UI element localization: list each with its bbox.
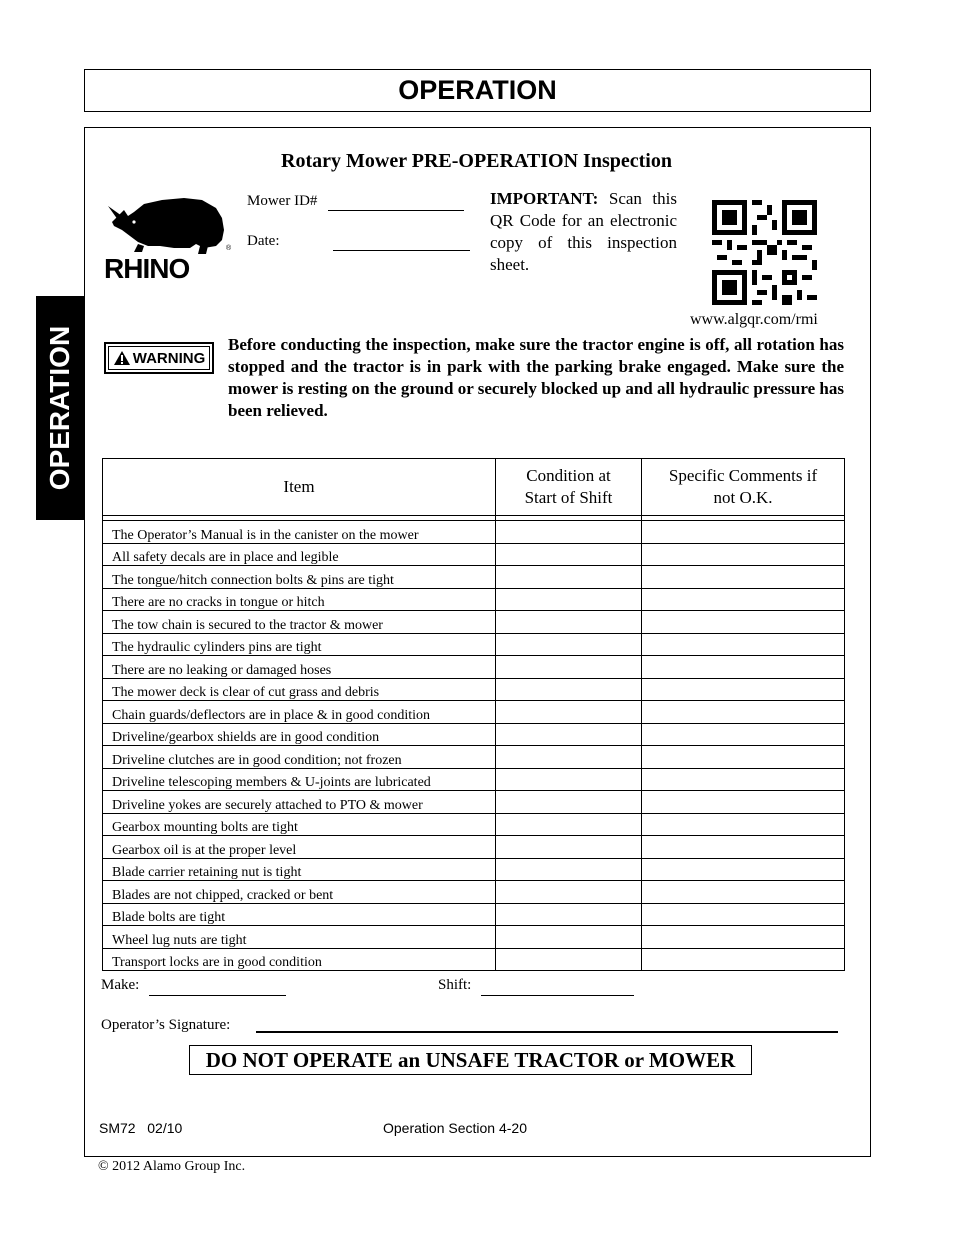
table-row <box>103 903 845 926</box>
table-row <box>103 836 845 859</box>
inspection-item: Chain guards/deflectors are in place & in good condition <box>103 701 496 724</box>
important-label: IMPORTANT: <box>490 189 599 208</box>
qr-code[interactable] <box>712 200 817 305</box>
warning-badge-label: WARNING <box>132 349 206 367</box>
inspection-item: Gearbox oil is at the proper level <box>103 836 496 859</box>
comments-cell[interactable] <box>642 948 845 971</box>
warning-badge <box>104 342 214 374</box>
inspection-item: Blades are not chipped, cracked or bent <box>103 881 496 904</box>
comments-cell[interactable] <box>642 588 845 611</box>
column-header-condition: Condition at Start of Shift <box>496 459 642 516</box>
table-row <box>103 881 845 904</box>
inspection-item: Gearbox mounting bolts are tight <box>103 813 496 836</box>
important-text: Scan this QR Code for an electronic copy of this inspection sheet. <box>490 189 677 274</box>
condition-cell[interactable] <box>496 678 642 701</box>
table-row <box>103 521 845 544</box>
qr-url[interactable]: www.algqr.com/rmi <box>690 311 818 328</box>
inspection-item: Blade bolts are tight <box>103 903 496 926</box>
condition-cell[interactable] <box>496 836 642 859</box>
signature-field[interactable] <box>256 1018 838 1033</box>
table-row <box>103 588 845 611</box>
inspection-table <box>102 458 845 971</box>
table-row <box>103 656 845 679</box>
column-header-comments: Specific Comments if not O.K. <box>642 459 845 516</box>
logo-text: RHINO <box>104 253 190 280</box>
condition-cell[interactable] <box>496 656 642 679</box>
comments-cell[interactable] <box>642 926 845 949</box>
section-header-title: OPERATION <box>398 75 557 105</box>
condition-cell[interactable] <box>496 926 642 949</box>
condition-cell[interactable] <box>496 588 642 611</box>
table-row <box>103 678 845 701</box>
inspection-item: Driveline clutches are in good condition; not frozen <box>103 746 496 769</box>
condition-cell[interactable] <box>496 948 642 971</box>
comments-cell[interactable] <box>642 656 845 679</box>
table-row <box>103 768 845 791</box>
inspection-item: Transport locks are in good condition <box>103 948 496 971</box>
table-row <box>103 926 845 949</box>
condition-cell[interactable] <box>496 768 642 791</box>
comments-cell[interactable] <box>642 611 845 634</box>
rhino-logo <box>104 196 234 280</box>
table-header-row <box>103 459 845 516</box>
comments-cell[interactable] <box>642 881 845 904</box>
condition-cell[interactable] <box>496 633 642 656</box>
inspection-item: Driveline/gearbox shields are in good condition <box>103 723 496 746</box>
warning-text: Before conducting the inspection, make sure the tractor engine is off, all rotation has stopped and the tractor is in park with the parking brake engaged. Make sure the mower is resting on the ground or securely blocked up and all hydraulic pressure has been relieved. <box>228 335 844 420</box>
comments-cell[interactable] <box>642 723 845 746</box>
mower-id-label: Mower ID# <box>247 193 318 209</box>
table-row <box>103 543 845 566</box>
inspection-item: Driveline telescoping members & U-joints are lubricated <box>103 768 496 791</box>
table-row <box>103 746 845 769</box>
inspection-item: Blade carrier retaining nut is tight <box>103 858 496 881</box>
inspection-item: There are no cracks in tongue or hitch <box>103 588 496 611</box>
comments-cell[interactable] <box>642 746 845 769</box>
table-row <box>103 701 845 724</box>
comments-cell[interactable] <box>642 633 845 656</box>
comments-cell[interactable] <box>642 791 845 814</box>
inspection-item: Wheel lug nuts are tight <box>103 926 496 949</box>
section-header <box>84 69 871 112</box>
inspection-item: The hydraulic cylinders pins are tight <box>103 633 496 656</box>
inspection-item: The tongue/hitch connection bolts & pins are tight <box>103 566 496 589</box>
comments-cell[interactable] <box>642 543 845 566</box>
comments-cell[interactable] <box>642 768 845 791</box>
footer-doc-code: SM72 02/10 <box>99 1120 183 1136</box>
column-header-item: Item <box>103 459 496 516</box>
footer-section: Operation Section 4-20 <box>383 1120 527 1136</box>
table-row <box>103 858 845 881</box>
comments-cell[interactable] <box>642 858 845 881</box>
comments-cell[interactable] <box>642 813 845 836</box>
warning-triangle-icon <box>113 350 131 366</box>
make-field[interactable] <box>149 980 286 996</box>
condition-cell[interactable] <box>496 701 642 724</box>
inspection-item: The mower deck is clear of cut grass and debris <box>103 678 496 701</box>
condition-cell[interactable] <box>496 903 642 926</box>
condition-cell[interactable] <box>496 858 642 881</box>
condition-cell[interactable] <box>496 566 642 589</box>
condition-cell[interactable] <box>496 723 642 746</box>
comments-cell[interactable] <box>642 836 845 859</box>
condition-cell[interactable] <box>496 746 642 769</box>
mower-id-field[interactable] <box>328 196 464 211</box>
signature-label: Operator’s Signature: <box>101 1017 231 1033</box>
shift-field[interactable] <box>481 980 634 996</box>
condition-cell[interactable] <box>496 813 642 836</box>
inspection-item: There are no leaking or damaged hoses <box>103 656 496 679</box>
condition-cell[interactable] <box>496 881 642 904</box>
comments-cell[interactable] <box>642 521 845 544</box>
condition-cell[interactable] <box>496 521 642 544</box>
comments-cell[interactable] <box>642 701 845 724</box>
unsafe-notice: DO NOT OPERATE an UNSAFE TRACTOR or MOWER <box>189 1045 752 1075</box>
condition-cell[interactable] <box>496 791 642 814</box>
make-label: Make: <box>101 977 140 993</box>
svg-text:®: ® <box>226 245 232 252</box>
comments-cell[interactable] <box>642 903 845 926</box>
table-row <box>103 948 845 971</box>
comments-cell[interactable] <box>642 566 845 589</box>
table-row <box>103 813 845 836</box>
comments-cell[interactable] <box>642 678 845 701</box>
inspection-item: All safety decals are in place and legible <box>103 543 496 566</box>
date-field[interactable] <box>333 236 470 251</box>
important-note <box>490 188 677 276</box>
table-row <box>103 723 845 746</box>
side-tab-label: OPERATION <box>44 325 75 491</box>
table-row <box>103 566 845 589</box>
date-label: Date: <box>247 233 280 249</box>
footer-copyright: © 2012 Alamo Group Inc. <box>98 1159 246 1174</box>
inspection-item: Driveline yokes are securely attached to PTO & mower <box>103 791 496 814</box>
condition-cell[interactable] <box>496 611 642 634</box>
sheet-title: Rotary Mower PRE-OPERATION Inspection <box>281 150 672 172</box>
table-row <box>103 791 845 814</box>
inspection-item: The Operator’s Manual is in the canister on the mower <box>103 521 496 544</box>
table-row <box>103 611 845 634</box>
shift-label: Shift: <box>438 977 472 993</box>
condition-cell[interactable] <box>496 543 642 566</box>
inspection-item: The tow chain is secured to the tractor & mower <box>103 611 496 634</box>
side-section-tab <box>36 296 84 520</box>
table-row <box>103 633 845 656</box>
